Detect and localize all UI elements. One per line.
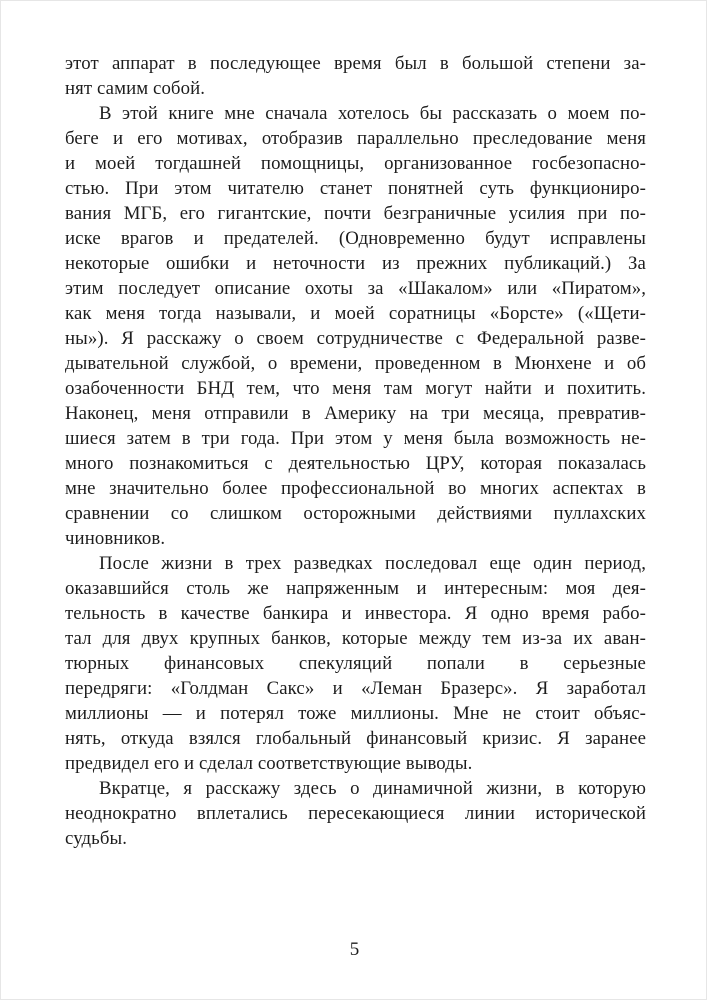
text-line: вания МГБ, его гигантские, почти безграничные усилия при по-	[65, 203, 646, 224]
text-line: чиновников.	[65, 528, 166, 549]
text-line: и моей тогдашней помощницы, организованное госбезопасно-	[65, 153, 646, 174]
text-line: иске врагов и предателей. (Одновременно будут исправлены	[65, 228, 646, 249]
text-line: стью. При этом читателю станет понятней суть функциониро-	[65, 178, 646, 199]
text-line: В этой книге мне сначала хотелось бы рассказать о моем по-	[99, 103, 646, 124]
text-line: оказавшийся столь же напряженным и интересным: моя дея-	[65, 578, 646, 599]
text-line: этим последует описание охоты за «Шакалом» или «Пиратом»,	[65, 278, 646, 299]
text-line: озабоченности БНД тем, что меня там могут найти и похитить.	[65, 378, 646, 399]
text-line: много познакомиться с деятельностью ЦРУ, которая показалась	[65, 453, 646, 474]
text-line: некоторые ошибки и неточности из прежних публикаций.) За	[65, 253, 646, 274]
text-line: дывательной службой, о времени, проведенном в Мюнхене и об	[65, 353, 646, 374]
page-number: 5	[349, 939, 360, 960]
text-line: сравнении со слишком осторожными действиями пуллахских	[65, 503, 646, 524]
text-line: неоднократно вплетались пересекающиеся линии исторической	[65, 803, 646, 824]
page-text-block	[65, 51, 646, 851]
paragraph	[65, 551, 646, 776]
paragraph	[65, 776, 646, 851]
text-line: Наконец, меня отправили в Америку на три месяца, превратив-	[65, 403, 646, 424]
text-line: предвидел его и сделал соответствующие выводы.	[65, 753, 473, 774]
paragraph	[65, 101, 646, 551]
text-line: Вкратце, я расскажу здесь о динамичной жизни, в которую	[99, 778, 646, 799]
text-line: тельность в качестве банкира и инвестора. Я одно время рабо-	[65, 603, 646, 624]
text-line: ны»). Я расскажу о своем сотрудничестве с Федеральной разве-	[65, 328, 646, 349]
text-line: беге и его мотивах, отобразив параллельно преследование меня	[65, 128, 646, 149]
text-line: тюрных финансовых спекуляций попали в серьезные	[65, 653, 646, 674]
text-line: судьбы.	[65, 828, 127, 849]
text-line: мне значительно более профессиональной во многих аспектах в	[65, 478, 646, 499]
text-line: тал для двух крупных банков, которые между тем из-за их аван-	[65, 628, 646, 649]
text-line: шиеся затем в три года. При этом у меня была возможность не-	[65, 428, 646, 449]
text-line: передряги: «Голдман Сакс» и «Леман Бразерс». Я заработал	[65, 678, 646, 699]
text-line: нять, откуда взялся глобальный финансовый кризис. Я заранее	[65, 728, 646, 749]
text-line: миллионы — и потерял тоже миллионы. Мне не стоит объяс-	[65, 703, 646, 724]
text-line: После жизни в трех разведках последовал еще один период,	[99, 553, 646, 574]
text-line: этот аппарат в последующее время был в большой степени за-	[65, 53, 646, 74]
text-line: как меня тогда называли, и моей соратницы «Борсте» («Щети-	[65, 303, 646, 324]
paragraph	[65, 51, 646, 101]
text-line: нят самим собой.	[65, 78, 206, 99]
